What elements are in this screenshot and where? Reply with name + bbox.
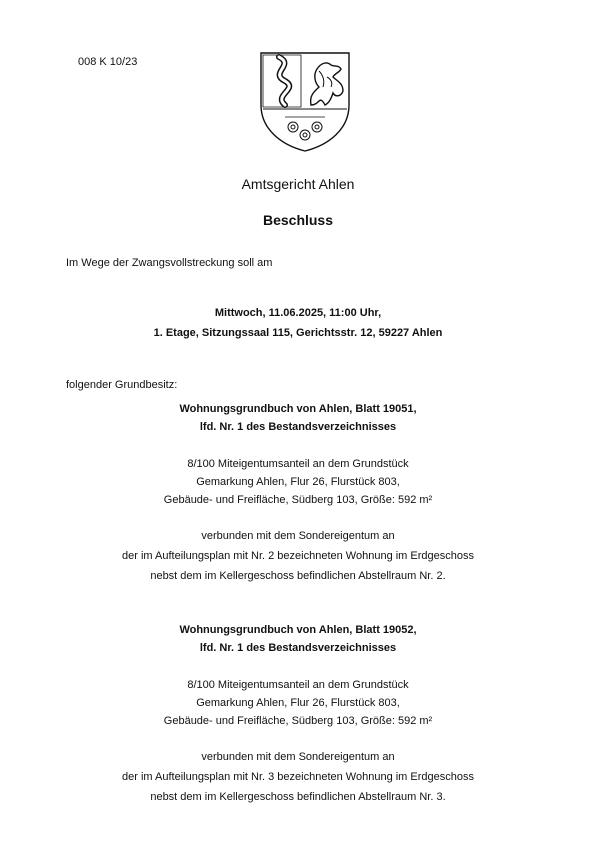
property-unit: der im Aufteilungsplan mit Nr. 3 bezeichneten Wohnung im Erdgeschoss bbox=[122, 771, 474, 783]
property-area: Gebäude- und Freifläche, Südberg 103, Größe: 592 m² bbox=[163, 494, 433, 506]
property-entry: lfd. Nr. 1 des Bestandsverzeichnisses bbox=[199, 642, 397, 654]
property-register: Wohnungsgrundbuch von Ahlen, Blatt 19052, bbox=[179, 624, 417, 636]
property-storage: nebst dem im Kellergeschoss befindlichen Abstellraum Nr. 3. bbox=[150, 791, 446, 803]
hearing-datetime: Mittwoch, 11.06.2025, 11:00 Uhr, bbox=[214, 307, 382, 319]
court-name: Amtsgericht Ahlen bbox=[241, 176, 355, 192]
document-title: Beschluss bbox=[262, 212, 334, 228]
case-number: 008 K 10/23 bbox=[78, 56, 138, 68]
property-register: Wohnungsgrundbuch von Ahlen, Blatt 19051, bbox=[179, 403, 417, 415]
property-parcel: Gemarkung Ahlen, Flur 26, Flurstück 803, bbox=[196, 476, 400, 488]
nrw-coat-of-arms-icon bbox=[255, 47, 355, 155]
property-unit: der im Aufteilungsplan mit Nr. 2 bezeichneten Wohnung im Erdgeschoss bbox=[122, 550, 474, 562]
intro-text: Im Wege der Zwangsvollstreckung soll am bbox=[66, 257, 273, 269]
property-storage: nebst dem im Kellergeschoss befindlichen Abstellraum Nr. 2. bbox=[150, 570, 446, 582]
hearing-location: 1. Etage, Sitzungssaal 115, Gerichtsstr. 12, 59227 Ahlen bbox=[153, 327, 443, 339]
property-linked: verbunden mit dem Sondereigentum an bbox=[201, 751, 395, 763]
property-linked: verbunden mit dem Sondereigentum an bbox=[201, 530, 395, 542]
property-share: 8/100 Miteigentumsanteil an dem Grundstück bbox=[187, 458, 409, 470]
property-share: 8/100 Miteigentumsanteil an dem Grundstück bbox=[187, 679, 409, 691]
property-intro: folgender Grundbesitz: bbox=[66, 379, 178, 391]
property-entry: lfd. Nr. 1 des Bestandsverzeichnisses bbox=[199, 421, 397, 433]
property-area: Gebäude- und Freifläche, Südberg 103, Größe: 592 m² bbox=[163, 715, 433, 727]
property-parcel: Gemarkung Ahlen, Flur 26, Flurstück 803, bbox=[196, 697, 400, 709]
